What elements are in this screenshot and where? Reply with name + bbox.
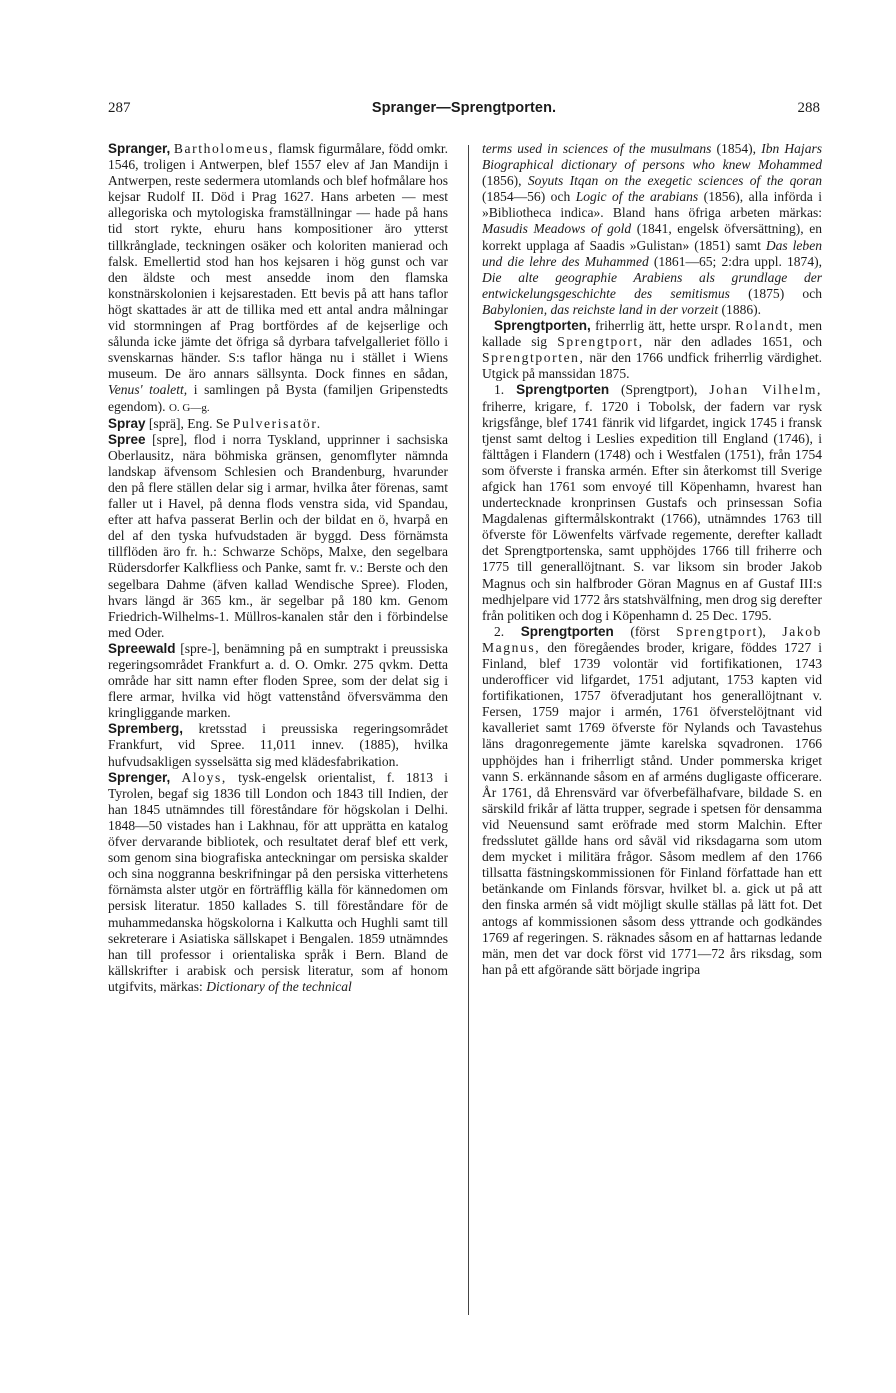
column-divider bbox=[468, 145, 469, 1315]
entry-text: i samlingen på Bysta (familjen Gripenstedts egendom). bbox=[108, 382, 448, 414]
entry-text: när den adlades 1651, och bbox=[643, 334, 823, 350]
family-name: Rolandt, bbox=[735, 318, 795, 334]
entry-number: 2. bbox=[494, 623, 521, 639]
work-title: Masudis Meadows of gold bbox=[482, 221, 632, 237]
right-column bbox=[482, 141, 822, 978]
work-title: Logic of the arabians bbox=[575, 189, 699, 205]
page-number-left: 287 bbox=[108, 100, 131, 116]
person-name: Johan Vilhelm, bbox=[709, 382, 822, 398]
entry-text: (först bbox=[613, 623, 677, 639]
left-column bbox=[108, 141, 448, 995]
person-name: Jakob Magnus, bbox=[482, 623, 822, 655]
family-name: Sprengtport, bbox=[557, 334, 644, 350]
entry-text: (1886). bbox=[718, 301, 762, 317]
headword: Spree bbox=[108, 431, 146, 447]
entry-sprengtporten-1 bbox=[482, 382, 822, 623]
headword: Spray bbox=[108, 415, 146, 431]
entry-text: (1856), alla införda i »Bibliotheca indica». Bland hans öfriga arbeten märkas: bbox=[482, 189, 823, 221]
headword: Spremberg, bbox=[108, 721, 184, 737]
entry-text: [spre-], benämning på en sumptrakt i preussiska regeringsområdet Frankfurt a. d. O. Omkr. 275 qvkm. Detta område har sitt namn efter floden Spree, som der delat sig i flere armar, hvilka vid högt vattenstånd öfversvämma den kringliggande marken. bbox=[108, 640, 448, 721]
alternate-name: Sprengtport bbox=[676, 623, 758, 639]
running-title: Spranger—Sprengtporten. bbox=[371, 100, 557, 116]
entry-text: [spre], flod i norra Tyskland, upprinner i sachsiska Oberlausitz, nära böhmiska gränsen, genomflyter nämnda landskap äfvensom Schlesien och Brandenburg, hvarunder den på flere ställen delar sig i armar, hvilka åter förenas, samt faller ut i Havel, på denna flods venstra sida, vid Spandau, efter att hafva passerat Berlin och der bildat en ö, hvarpå en del af den tyska hufvudstaden är byggd. Dess förnämsta tillflöden äro fr. h.: Schwarze Schöps, Malxe, den segelbara Rüdersdorfer Kalkfliess och Panke, samt fr. v.: Berste och den segelbara Dahme (äfven kallad Wendische Spree). Floden, hvars längd är 365 km., är segelbar på 180 km. Genom Friedrich-Wilhelms-1. Müllros-kanalen står den i förbindelse med Oder. bbox=[108, 431, 448, 640]
entry-text: kretsstad i preussiska regeringsområdet Frankfurt, vid Spree. 11,011 innev. (1885), hvilka hufvudsakligen sysselsätta sig med klädesfabrikation. bbox=[108, 721, 448, 769]
entry-spremberg bbox=[108, 721, 448, 769]
entry-text: ), bbox=[757, 623, 783, 639]
page-header bbox=[108, 100, 820, 124]
entry-text: (1875) och bbox=[729, 285, 822, 301]
person-name: Aloys, bbox=[181, 769, 227, 785]
entry-text: flamsk figurmålare, född omkr. 1546, troligen i Antwerpen, blef 1557 elev af Jan Mandijn i Antwerpen, reste sedermera utomlands och blef hofmålare hos kejsar Rudolf II. Död i Prag 1627. Hans arbeten — mest allegoriska och mytologiska framställningar — hade på hans tid stort rykte, ehuru hans kompositioner äro ytterst tillkrånglade, teckningen osäker och koloriten manierad och falsk. Emellertid stod han hos kejsaren i hög gunst och var den äldste och mest ansedde inom den flamska konstnärskolonien i kejsarestaden. Ett bevis på att hans taflor högt skattades är att de tillika med ett antal andra målningar vid stormningen af Prag bortfördes af de kejserlige och sålunda icke jämte det öfriga så dyrbara tafvelgalleriet föllo i svenskarnas händer. S:s taflor hänga nu i stället i Wiens museum. De äro annars sällsynta. Dock finnes en sådan, bbox=[108, 141, 448, 382]
work-title: Ibn Hajars Biographical dictionary of persons who knew Mohammed bbox=[482, 141, 823, 173]
entry-text: (1854), bbox=[711, 141, 762, 156]
entry-text: (Sprengtport), bbox=[609, 382, 710, 398]
entry-sprenger bbox=[108, 770, 448, 995]
entry-text: den föregåendes broder, krigare, föddes 1727 i Finland, blef 1739 volontär vid fortifikationen, 1743 underofficer vid lifgardet, 1751 adjutant, 1753 kapten vid fortifikationen, 1757 öfveradjutant hos generallöjtnant v. Fersen, 1759 major i armén, 1761 öfverstelöjtnant vid kavalleriet samt 1769 öfverste för Nylands och Tavastehus läns dragonregemente jämte karelska sqvadronen. 1766 upphöjdes han i friherrligt stånd. Under pommerska kriget vann S. erkännande såsom en af arméns dugligaste officerare. År 1761, då Ehrensvärd var öfverbefälhafvare, bildade S. en särskild frikår af lätta trupper, segrade i spetsen för densamma vid Neuensund samt eröfrade med storm Malchin. Efter fredsslutet gällde hans ord såväl vid riksdagarna som utom dem mycket i militära frågor. Såsom medlem af den 1766 tillsatta fästningskommissionen för Finland författade han ett betänkande om Finlands försvar, hvilket bl. a. gick ut på att den finska armén så vidt möjligt skulle ställas på lätt fot. Det antogs af kommissionen såsom dess yttrande och godkändes 1769 af regeringen. S. räknades såsom en af hattarnas ledande män, men det var dock först vid 1771—72 års riksdag, som han på ett afgörande sätt började ingripa bbox=[482, 639, 822, 977]
entry-text: men kallade sig bbox=[482, 318, 822, 350]
entry-text: tysk-engelsk orientalist, f. 1813 i Tyrolen, begaf sig 1836 till London och 1843 till Indien, der han 1845 utnämndes till föreståndare för högskolan i Delhi. 1848—50 vistades han i Lakhnau, för att upprätta en katalog öfver dervarande bibliotek, och resultatet deraf blef ett verk, som genom sina biografiska anteckningar om persiska skalder och sina noggranna beskrifningar på den persiska vitterhetens förnämsta alster utgör en förträfflig källa för kännedomen om persisk literatur. 1850 kallades S. till föreståndare för de muhammedanska högskolorna i Kalkutta och Hughli samt till sekreterare i Asiatiska sällskapet i Bengalen. 1859 utnämndes han till professor i orientaliska språk i Bern. Bland de källskrifter i arabisk och persisk literatur, som af honom utgifvits, märkas: bbox=[108, 769, 448, 994]
headword: Spreewald bbox=[108, 640, 176, 656]
page-number-right: 288 bbox=[797, 100, 820, 116]
entry-spree bbox=[108, 432, 448, 641]
entry-text: (1856), bbox=[482, 173, 528, 189]
headword: Spranger, bbox=[108, 141, 171, 156]
headword: Sprengtporten, bbox=[494, 318, 591, 334]
work-title: Die alte geographie Arabiens als grundlage der entwickelungsgeschichte des semitismus bbox=[482, 269, 822, 301]
entry-text: (1861—65; 2:dra uppl. 1874), bbox=[648, 253, 823, 269]
work-title: Dictionary of the technical bbox=[206, 978, 352, 994]
entry-sprenger-continued bbox=[482, 141, 822, 318]
work-title: Babylonien, das reichste land in der vorzeit bbox=[482, 301, 719, 317]
work-title: Soyuts Itqan on the exegetic sciences of the qoran bbox=[527, 173, 822, 189]
entry-number: 1. bbox=[494, 382, 517, 398]
entry-sprengtporten-2 bbox=[482, 624, 822, 978]
entry-text: (1841, engelsk öfversättning), en korrekt upplaga af Saadis »Gulistan» (1851) samt bbox=[482, 221, 822, 253]
headword: Sprenger, bbox=[108, 769, 171, 785]
headword: Sprengtporten bbox=[520, 623, 614, 639]
entry-sprengtporten-family bbox=[482, 318, 822, 382]
headword: Sprengtporten bbox=[516, 382, 610, 398]
work-title: Das leben und die lehre des Muhammed bbox=[482, 237, 822, 269]
entry-spreewald bbox=[108, 641, 448, 721]
work-title: terms used in sciences of the musulmans bbox=[482, 141, 712, 156]
entry-text: [sprä], Eng. Se bbox=[145, 415, 233, 431]
cross-reference: Pulverisatör. bbox=[232, 415, 322, 431]
entry-spranger bbox=[108, 141, 448, 416]
person-name: Bartholomeus, bbox=[173, 141, 275, 156]
family-name: Sprengtporten, bbox=[482, 350, 585, 366]
entry-spray bbox=[108, 416, 448, 432]
entry-text: friherrlig ätt, hette urspr. bbox=[590, 318, 736, 334]
entry-text: friherre, krigare, f. 1720 i Tobolsk, der fadern var rysk krigsfånge, blef 1741 fänrik vid lifgardet, ingick 1745 i fransk tjenst samt deltog i Leslies expedition till England (1746), i fälttågen i Flandern (1748) och i Westfalen (1751), från 1754 som öfverste i franska armén. Efter sin återkomst till Sverige afgick han 1761 som envoyé till Köpenhamn, hvarest han undertecknade kronprinsen Gustafs och prinsessan Sofia Magdalenas giftermålskontrakt (1766), utnämndes 1763 till öfverste för Löwenfelts värfvade regemente, derefter kalladt det Sprengtportenska, samt upphöjdes 1766 till friherre och 1775 till generallöjtnant. S. var liksom sin broder Jakob Magnus och sin halfbroder Göran Magnus en af Gustaf III:s medhjelpare vid 1772 års statshvälfning, men drog sig derefter från politiken och dog i Köpenhamn d. 25 Dec. 1795. bbox=[482, 398, 822, 623]
entry-text: när den 1766 undfick friherrlig värdighet. Utgick på manssidan 1875. bbox=[482, 350, 822, 382]
author-signature: O. G—g. bbox=[168, 401, 210, 414]
work-title: Venus' toalett, bbox=[108, 382, 188, 398]
entry-text: (1854—56) och bbox=[482, 189, 576, 205]
